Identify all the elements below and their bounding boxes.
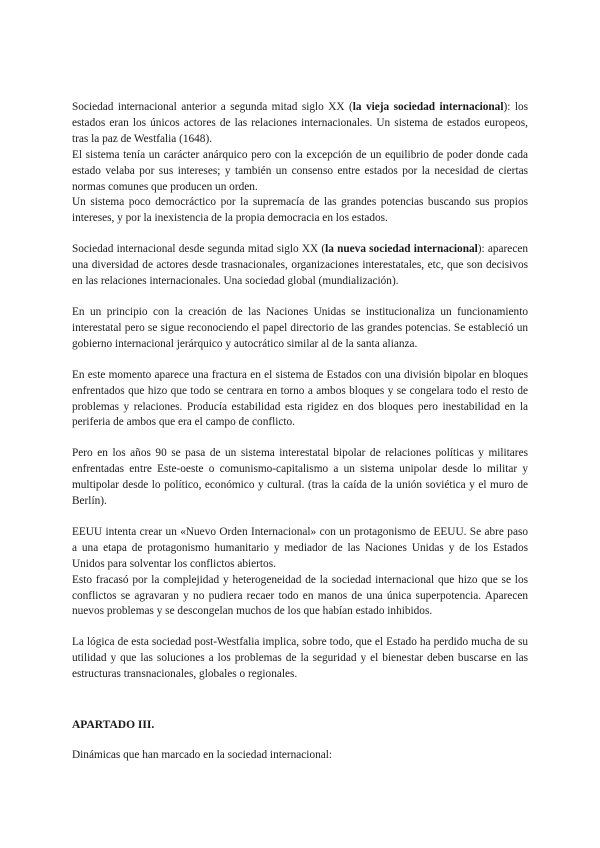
paragraph-anarchic-system: El sistema tenía un carácter anárquico pero con la excepción de un equilibrio de poder donde cada estado velaba por sus intereses; y también un consenso entre estados por la necesidad de ciertas normas comunes que producen un orden. bbox=[72, 148, 528, 193]
spacer bbox=[72, 353, 528, 368]
section-heading: APARTADO III. bbox=[72, 719, 155, 732]
spacer bbox=[72, 733, 528, 748]
paragraph-undemocratic-system: Un sistema poco democráctico por la supremacía de las grandes potencias buscando sus propios intereses, y por la inexistencia de la propia democracia en los estados. bbox=[72, 196, 528, 225]
bold-term-old-society: la vieja sociedad internacional bbox=[352, 101, 504, 113]
paragraph-new-society bbox=[72, 242, 528, 290]
spacer bbox=[72, 227, 528, 242]
spacer bbox=[72, 510, 528, 525]
spacer bbox=[72, 290, 528, 305]
paragraph-united-nations: En un principio con la creación de las Naciones Unidas se institucionaliza un funcionamiento interestatal pero se sigue reconociendo el papel directorio de las grandes potencias. Se estableció un gobierno internacional jerárquico y autocrático similar al de la santa alianza. bbox=[72, 305, 528, 350]
paragraph-new-world-order: EEUU intenta crear un «Nuevo Orden Internacional» con un protagonismo de EEUU. Se abre paso a una etapa de protagonismo humanitario y mediador de las Naciones Unidas y de los Estados Unidos para solventar los conflictos abiertos. bbox=[72, 525, 528, 570]
spacer bbox=[72, 431, 528, 446]
text-run: ): los estados eran los únicos actores de las relaciones internacionales. Un sistema de estados europeos, tras la paz de Westfalia (1648). bbox=[72, 101, 528, 145]
paragraph-failure: Esto fracasó por la complejidad y heterogeneidad de la sociedad internacional que hizo que se los conflictos se agravaran y no pudiera recaer todo en manos de una única superpotencia. Aparecen nuevos problemas y se descongelan muchos de los que habían estado inhibidos. bbox=[72, 573, 528, 618]
spacer bbox=[72, 683, 528, 717]
paragraph-nineties: Pero en los años 90 se pasa de un sistema interestatal bipolar de relaciones políticas y militares enfrentadas entre Este-oeste o comunismo-capitalismo a un sistema unipolar desde lo militar y multipolar desde lo político, económico y cultural. (tras la caída de la unión soviética y el muro de Berlín). bbox=[72, 447, 528, 508]
document-body bbox=[72, 100, 528, 764]
paragraph-old-society bbox=[72, 100, 528, 148]
paragraph-bipolar-fracture: En este momento aparece una fractura en el sistema de Estados con una división bipolar en bloques enfrentados que hizo que todo se centrara en torno a ambos bloques y se congelara todo el resto de problemas y relaciones. Producía estabilidad esta rigidez en dos bloques pero inestabilidad en la periferia de ambos que era el campo de conflicto. bbox=[72, 368, 528, 429]
paragraph-post-westphalia: La lógica de esta sociedad post-Westfalia implica, sobre todo, que el Estado ha perdido mucha de su utilidad y que las soluciones a los problemas de la seguridad y el bienestar deben buscarse en las estructuras transnacionales, globales o regionales. bbox=[72, 636, 528, 681]
spacer bbox=[72, 620, 528, 635]
text-run: ): aparecen una diversidad de actores desde trasnacionales, organizaciones interestatales, etc, que son decisivos en las relaciones internacionales. Una sociedad global (mundialización). bbox=[72, 243, 528, 288]
bold-term-new-society: la nueva sociedad internacional bbox=[325, 243, 478, 256]
text-run: Sociedad internacional anterior a segunda mitad siglo XX ( bbox=[72, 101, 353, 113]
text-run: Sociedad internacional desde segunda mitad siglo XX ( bbox=[72, 243, 326, 256]
paragraph-dynamics: Dinámicas que han marcado en la sociedad internacional: bbox=[72, 749, 333, 762]
